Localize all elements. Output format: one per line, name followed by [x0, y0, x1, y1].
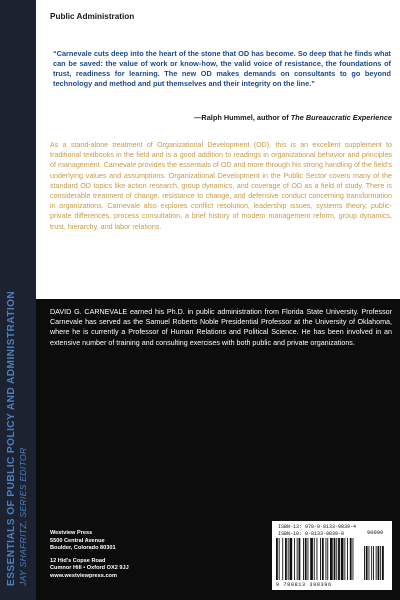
barcode-addon-bar [369, 546, 370, 580]
barcode-bar [341, 538, 344, 580]
barcode-bar [290, 538, 293, 580]
barcode-addon-bar [380, 546, 381, 580]
barcode-bar [276, 538, 278, 580]
book-description: As a stand-alone treatment of Organizational Development (OD), this is an excellent supplement to traditional textbooks in the field and is a good addition to readings in organizational behavior and principles of management. Carnevale provides the essentials of OD and more through his strong handling of the field’s underlying values and assumptions. Organizational Development in the Public Sector covers many of the standard OD topics like action research, group dynamics, and coverage of OD as a field of study. There is considerable treatment of change, resistance to change, and defensive conduct concerning transformation in organizations. Carnevale also explores conflict resolution, leadership issues, systems theory, public-private differences, process consultation, a brief history of modern management reform, group dynamics, trust, hierarchy, and labor relations. [50, 141, 392, 231]
barcode-bar [294, 538, 295, 580]
barcode-bar [353, 538, 354, 580]
barcode-addon-bar [378, 546, 380, 580]
publisher-name: Westview Press [50, 530, 93, 536]
price-code: 90000 [367, 530, 384, 536]
publisher-address-2: Boulder, Colorado 80301 [50, 545, 116, 552]
spine-text [6, 156, 29, 586]
barcode-bar [279, 538, 280, 580]
barcode-bar [327, 538, 328, 580]
attribution-prefix: —Ralph Hummel, author of [194, 113, 291, 122]
attribution-work-title: The Bureaucratic Experience [290, 113, 392, 122]
barcode-bar [322, 538, 324, 580]
barcode-bar [310, 538, 313, 580]
barcode-bar [285, 538, 287, 580]
publisher-uk-address-2: Cumnor Hill • Oxford OX2 9JJ [50, 565, 129, 572]
barcode-bar [334, 538, 336, 580]
author-bio: DAVID G. CARNEVALE earned his Ph.D. in public administration from Florida State University. Professor Carnevale has served as the Samuel Roberts Noble Presidential Professor at the University of Oklahoma, where he is currently a Professor of Human Relations and Political Science. He has been involved in an extensive number of training and consulting exercises with both public and private organizations. [50, 308, 392, 347]
barcode-bar [347, 538, 348, 580]
barcode-bar [305, 538, 307, 580]
publisher-address-1: 5500 Central Avenue [50, 537, 105, 544]
barcode-bar [320, 538, 321, 580]
barcode-bar [350, 538, 352, 580]
barcode-addon-bar [371, 546, 372, 580]
barcode-image [276, 538, 388, 582]
barcode-addon-bar [366, 546, 368, 580]
endorsement-quote: “Carnevale cuts deep into the heart of the stone that OD has become. So deep that he finds what can be saved: the value of work or know-how, the valid voice of resistance, the foundations of trust, readiness for learning. The new OD makes demands on consultants to go beyond technology and method and put themselves and their integrity on the line.” [53, 49, 391, 88]
barcode-bar [297, 538, 298, 580]
barcode-bar [338, 538, 340, 580]
barcode-bar [299, 538, 301, 580]
isbn10-label: ISBN-10: 0-8133-9839-8 [278, 531, 345, 537]
barcode-bar [344, 538, 345, 580]
publisher-website: www.westviewpress.com [50, 572, 117, 579]
barcode-bar [303, 538, 304, 580]
barcode-bar [317, 538, 318, 580]
barcode-bar [288, 538, 289, 580]
barcode-bar [282, 538, 283, 580]
publisher-info [50, 530, 190, 581]
barcode-bar [326, 538, 327, 580]
series-editor: JAY SHAFRITZ, SERIES EDITOR [18, 447, 28, 586]
barcode-bar [336, 538, 337, 580]
barcode-bar [330, 538, 333, 580]
barcode-bar [314, 538, 315, 580]
barcode-addon-bar [382, 546, 384, 580]
barcode-digits: 9 780813 398396 [276, 582, 332, 588]
category-label: Public Administration [50, 12, 135, 21]
barcode-bar [308, 538, 309, 580]
barcode-addon-bar [364, 546, 365, 580]
isbn13-label: ISBN-13: 978-0-8133-9839-4 [278, 524, 357, 530]
barcode-addon-bar [376, 546, 377, 580]
barcode-addon-bar [373, 546, 374, 580]
series-title: ESSENTIALS OF PUBLIC POLICY AND ADMINISTRATION [6, 290, 17, 586]
quote-attribution [130, 113, 392, 122]
publisher-uk-address-1: 12 Hid’s Copse Road [50, 557, 106, 564]
